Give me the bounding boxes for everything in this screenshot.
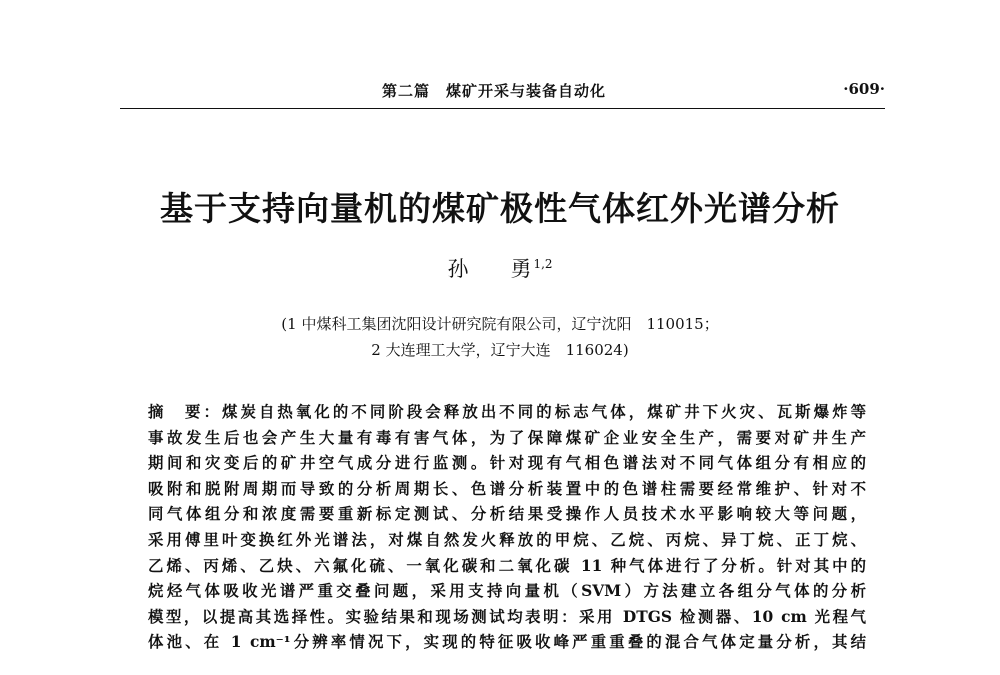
header-rule [120,108,885,109]
abstract-line: 模型，以提高其选择性。实验结果和现场测试均表明：采用 DTGS 检测器、10 cm 光程气 [148,607,866,626]
author-line [0,253,1000,283]
running-header [120,80,885,108]
author-affiliation-marks: 1,2 [533,257,553,271]
abstract-line: 体池、在 1 cm⁻¹分辨率情况下，实现的特征吸收峰严重重叠的混合气体定量分析，其结 [148,633,866,652]
affiliation-2: 2 大连理工大学，辽宁大连 116024) [371,341,629,359]
affiliation-1: (1 中煤科工集团沈阳设计研究院有限公司，辽宁沈阳 110015； [281,315,719,333]
page-number: ·609· [843,80,885,98]
abstract-line: 同气体组分和浓度需要重新标定测试、分析结果受操作人员技术水平影响较大等问题， [148,505,866,524]
abstract-line [148,400,866,426]
section-title: 第二篇 煤矿开采与装备自动化 [382,82,607,100]
abstract-line: 乙烯、丙烯、乙炔、六氟化硫、一氧化碳和二氧化碳 11 种气体进行了分析。针对其中的 [148,556,866,575]
author-name: 孙 勇 [447,257,532,281]
abstract-line: 采用傅里叶变换红外光谱法，对煤自然发火释放的甲烷、乙烷、丙烷、异丁烷、正丁烷、 [148,530,866,549]
abstract-line: 期间和灾变后的矿井空气成分进行监测。针对现有气相色谱法对不同气体组分有相应的 [148,454,866,473]
abstract-text: 煤炭自热氧化的不同阶段会释放出不同的标志气体，煤矿井下火灾、瓦斯爆炸等 [221,403,866,421]
abstract-line: 吸附和脱附周期而导致的分析周期长、色谱分析装置中的色谱柱需要经常维护、针对不 [148,479,866,498]
abstract [148,400,866,656]
paper-title: 基于支持向量机的煤矿极性气体红外光谱分析 [160,189,840,228]
abstract-label: 摘 要： [148,403,222,421]
abstract-line: 事故发生后也会产生大量有毒有害气体，为了保障煤矿企业安全生产，需要对矿井生产 [148,428,866,447]
abstract-line: 烷烃气体吸收光谱严重交叠问题，采用支持向量机（SVM）方法建立各组分气体的分析 [148,582,866,601]
